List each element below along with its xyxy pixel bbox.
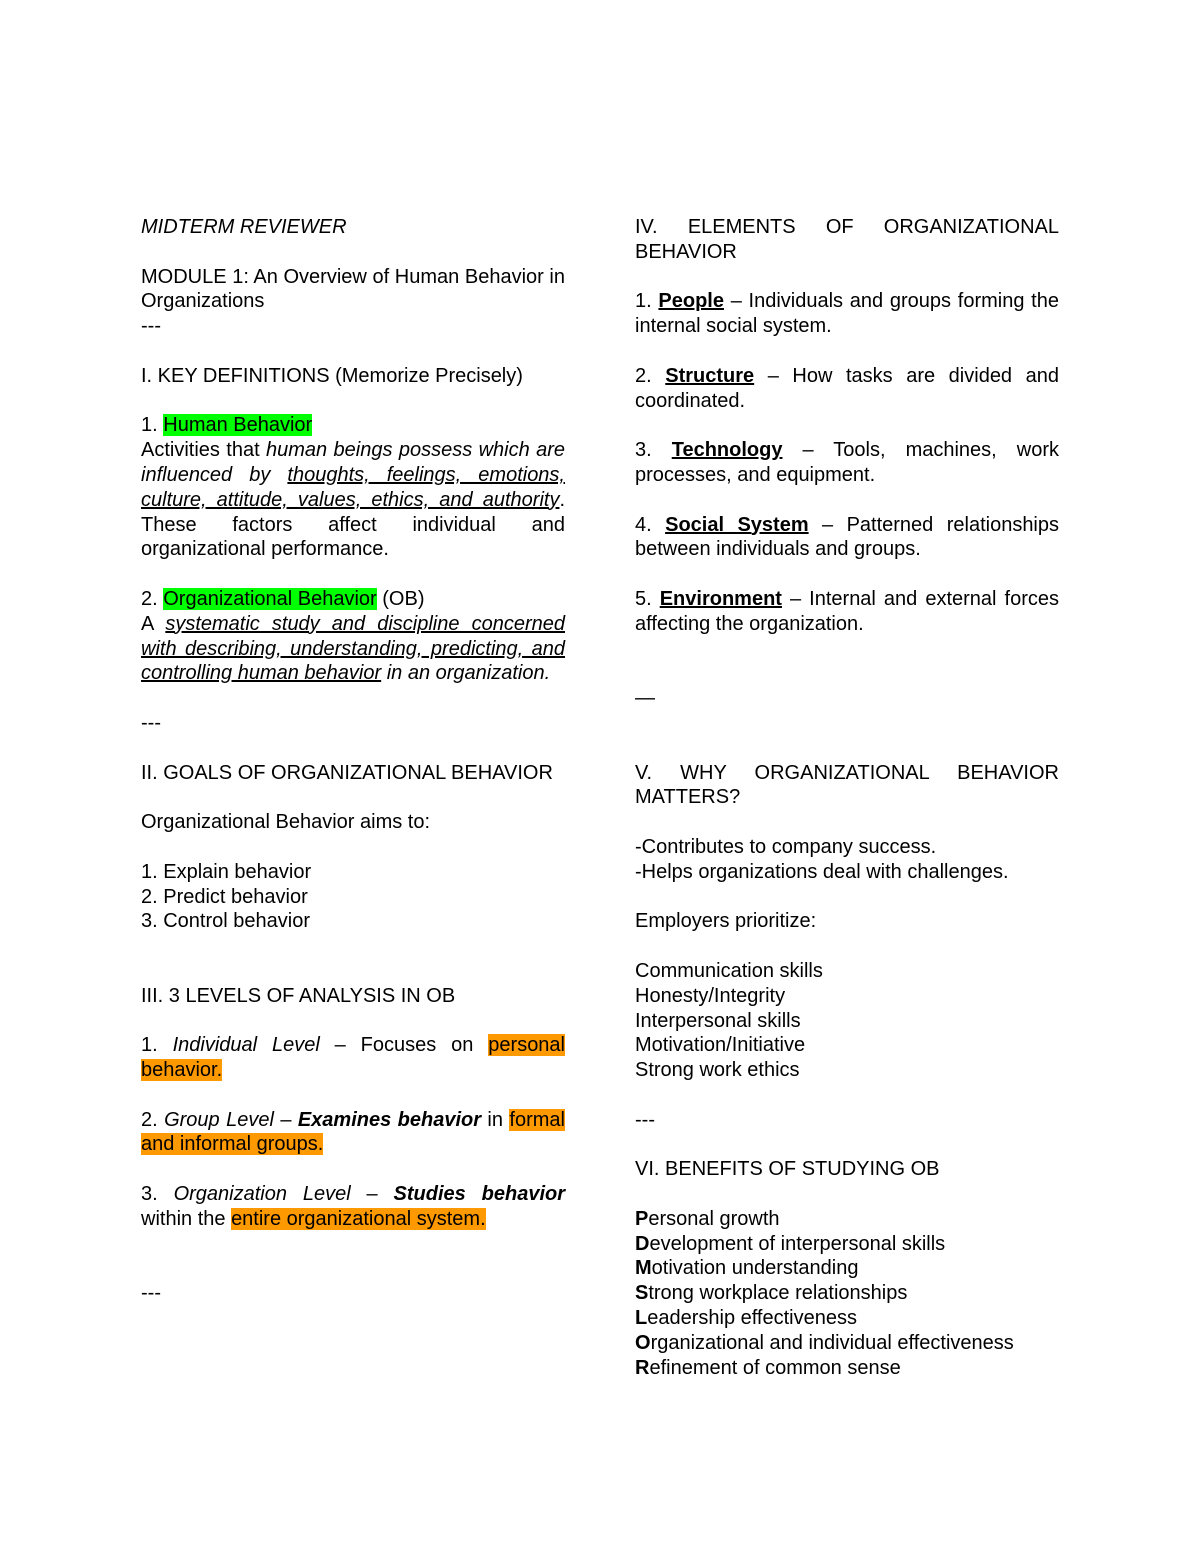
definition-ob-title: 2. Organizational Behavior (OB): [141, 587, 425, 610]
skill-item: Interpersonal skills: [635, 1009, 801, 1032]
level-group: 2. Group Level – Examines behavior in formal and informal groups.: [141, 1108, 565, 1156]
skill-item: Strong work ethics: [635, 1059, 800, 1082]
term-organizational-behavior: Organizational Behavior: [163, 587, 377, 610]
element-item: 1. People – Individuals and groups forming the internal social system.: [635, 290, 1059, 338]
matters-point: -Contributes to company success.: [635, 835, 937, 858]
separator: ---: [141, 711, 161, 734]
benefit-item: Organizational and individual effectiveness: [635, 1331, 1014, 1354]
benefit-item: Development of interpersonal skills: [635, 1232, 946, 1255]
matters-point: -Helps organizations deal with challenges.: [635, 860, 1009, 883]
benefit-item: Refinement of common sense: [635, 1356, 901, 1379]
level-individual: 1. Individual Level – Focuses on personal behavior.: [141, 1034, 565, 1082]
section-heading-levels: III. 3 LEVELS OF ANALYSIS IN OB: [141, 984, 456, 1007]
separator-dash: —: [635, 687, 655, 710]
goal-item: 3. Control behavior: [141, 910, 310, 933]
separator: ---: [635, 1108, 655, 1131]
definition-human-behavior-text: Activities that human beings possess which are influenced by thoughts, feelings, emotions, culture, attitude, values, ethics, and authority. These factors affect individual and organizational performance.: [141, 439, 565, 561]
section-heading-key-definitions: I. KEY DEFINITIONS (Memorize Precisely): [141, 364, 523, 387]
benefit-item: Strong workplace relationships: [635, 1282, 908, 1305]
goal-item: 2. Predict behavior: [141, 885, 308, 908]
skill-item: Honesty/Integrity: [635, 984, 786, 1007]
element-item: 3. Technology – Tools, machines, work processes, and equipment.: [635, 439, 1059, 486]
element-item: 2. Structure – How tasks are divided and coordinated.: [635, 364, 1059, 412]
goal-item: 1. Explain behavior: [141, 860, 312, 883]
skill-item: Communication skills: [635, 959, 823, 982]
employers-prioritize-label: Employers prioritize:: [635, 910, 817, 933]
definition-ob-text: A systematic study and discipline concerned with describing, understanding, predicting, and controlling human behavior in an organization.: [141, 612, 565, 685]
separator: ---: [141, 1282, 161, 1305]
goals-intro: Organizational Behavior aims to:: [141, 811, 431, 834]
skill-item: Motivation/Initiative: [635, 1034, 806, 1057]
element-item: 5. Environment – Internal and external forces affecting the organization.: [635, 587, 1059, 635]
left-column: [141, 215, 565, 1306]
benefit-item: Personal growth: [635, 1207, 780, 1230]
section-heading-goals: II. GOALS OF ORGANIZATIONAL BEHAVIOR: [141, 761, 553, 784]
definition-human-behavior-title: 1. Human Behavior: [141, 414, 313, 437]
level-organization: 3. Organization Level – Studies behavior within the entire organizational system.: [141, 1183, 565, 1230]
section-heading-elements: IV. ELEMENTS OF ORGANIZATIONAL BEHAVIOR: [635, 216, 1059, 263]
benefit-item: Motivation understanding: [635, 1257, 859, 1280]
right-column: [635, 215, 1059, 1380]
element-item: 4. Social System – Patterned relationships between individuals and groups.: [635, 513, 1060, 561]
term-human-behavior: Human Behavior: [163, 414, 313, 437]
benefit-item: Leadership effectiveness: [635, 1307, 857, 1330]
separator: ---: [141, 315, 161, 338]
section-heading-benefits: VI. BENEFITS OF STUDYING OB: [635, 1158, 940, 1181]
section-heading-why-ob-matters: V. WHY ORGANIZATIONAL BEHAVIOR MATTERS?: [635, 761, 1059, 809]
module-title: MODULE 1: An Overview of Human Behavior in Organizations: [141, 265, 565, 313]
document-title: MIDTERM REVIEWER: [141, 216, 347, 238]
